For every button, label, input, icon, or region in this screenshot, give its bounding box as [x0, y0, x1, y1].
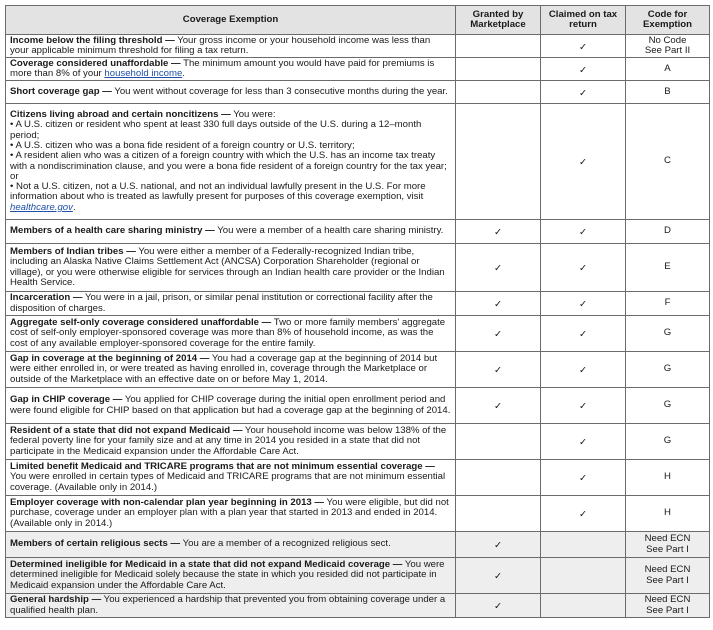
- bullet-item: • A U.S. citizen or resident who spent at least 330 full days outside of the U.S. during a 12–month period;: [10, 119, 422, 141]
- claimed-cell: [541, 460, 626, 496]
- marketplace-cell: [456, 352, 541, 388]
- checkmark-icon: ✓: [578, 263, 588, 275]
- claimed-cell: [541, 594, 626, 618]
- table-row: [6, 558, 710, 594]
- marketplace-cell: [456, 244, 541, 292]
- exemption-text: Your gross income or your household income was less than your applicable minimum threshold for filing a tax return.: [10, 34, 431, 56]
- exemption-code: See Part II: [644, 45, 691, 56]
- claimed-cell: [541, 292, 626, 316]
- marketplace-cell: [456, 316, 541, 352]
- marketplace-cell: [456, 81, 541, 104]
- bullet-text: A U.S. citizen who was a bona fide resident of a foreign country or U.S. territory;: [15, 139, 355, 151]
- exemption-text: Your household income was below 138% of the federal poverty line for your family size and at any time in 2014 you resided in a state that did not participate in the Medicaid expansion under the Affordable Care Act.: [10, 425, 447, 457]
- exemption-code: D: [664, 225, 671, 237]
- exemption-description: [6, 460, 456, 496]
- exemption-code: No Code: [648, 34, 687, 46]
- exemption-description: [6, 35, 456, 58]
- exemption-code: Need ECN: [644, 564, 691, 576]
- exemption-text: You were determined ineligible for Medicaid solely because the state in which you resided did not participate in Medicaid expansion under the Affordable Care Act.: [10, 559, 445, 591]
- exemption-code-cell: [626, 104, 710, 220]
- table-row: [6, 220, 710, 244]
- claimed-cell: [541, 104, 626, 220]
- marketplace-cell: [456, 558, 541, 594]
- checkmark-icon: ✓: [493, 365, 503, 377]
- claimed-cell: [541, 244, 626, 292]
- exemption-code-cell: [626, 424, 710, 460]
- exemption-title: Short coverage gap —: [10, 85, 112, 97]
- exemption-code: See Part I: [646, 543, 689, 555]
- exemption-title: General hardship —: [10, 594, 102, 606]
- exemption-code: G: [663, 399, 672, 411]
- table-row: [6, 594, 710, 618]
- claimed-cell: [541, 316, 626, 352]
- exemption-title: Income below the filing threshold —: [10, 34, 175, 46]
- header-code-for-exemption: Code for Exemption: [626, 6, 710, 35]
- exemption-title: Employer coverage with non-calendar plan year beginning in 2013 —: [10, 497, 325, 509]
- header-row: [6, 6, 710, 35]
- checkmark-icon: ✓: [578, 299, 588, 311]
- checkmark-icon: ✓: [578, 87, 588, 99]
- exemption-description: [6, 81, 456, 104]
- marketplace-cell: [456, 388, 541, 424]
- checkmark-icon: ✓: [578, 227, 588, 239]
- claimed-cell: [541, 496, 626, 532]
- checkmark-icon: ✓: [578, 437, 588, 449]
- table-row: [6, 388, 710, 424]
- exemption-text: You went without coverage for less than 3 consecutive months during the year.: [114, 85, 448, 97]
- exemption-description: [6, 244, 456, 292]
- checkmark-icon: ✓: [578, 509, 588, 521]
- exemption-text-end: .: [182, 68, 185, 79]
- exemption-code: E: [664, 261, 671, 273]
- exemption-description: [6, 316, 456, 352]
- exemption-text: The minimum amount you would have paid for premiums is more than 8% of your: [10, 57, 435, 79]
- household-income-link[interactable]: household income: [104, 68, 183, 79]
- exemption-title: Limited benefit Medicaid and TRICARE programs that are not minimum essential coverage —: [10, 461, 435, 473]
- claimed-cell: [541, 424, 626, 460]
- marketplace-cell: [456, 292, 541, 316]
- checkmark-icon: ✓: [493, 227, 503, 239]
- table-row: [6, 460, 710, 496]
- table-row: [6, 424, 710, 460]
- bullet-item: • A U.S. citizen who was a bona fide resident of a foreign country or U.S. territory;: [10, 139, 355, 151]
- healthcare-gov-link[interactable]: healthcare.gov: [10, 201, 73, 213]
- claimed-cell: [541, 352, 626, 388]
- exemption-code: G: [663, 363, 672, 375]
- exemption-description: [6, 104, 456, 220]
- exemption-code-cell: [626, 352, 710, 388]
- bullet-item: • A resident alien who was a citizen of a foreign country with which the U.S. has an income tax treaty with a nondiscrimination clause, and you were a bona fide resident of a foreign country for the tax year; or: [10, 150, 447, 182]
- claimed-cell: [541, 81, 626, 104]
- exemption-description: [6, 220, 456, 244]
- exemption-title: Incarceration —: [10, 292, 83, 304]
- exemption-code: Need ECN: [644, 533, 691, 545]
- exemption-code-cell: [626, 220, 710, 244]
- marketplace-cell: [456, 424, 541, 460]
- exemption-text: Two or more family members' aggregate cost of self-only employer-sponsored coverage was more than 8% of household income, as was the cost of any available employer-sponsored coverage for the entire family.: [10, 317, 446, 349]
- marketplace-cell: [456, 532, 541, 558]
- claimed-cell: [541, 532, 626, 558]
- exemption-code: C: [664, 155, 671, 167]
- table-row: [6, 104, 710, 220]
- exemption-code-cell: [626, 388, 710, 424]
- checkmark-icon: ✓: [578, 329, 588, 341]
- exemption-text: You were a member of a health care sharing ministry.: [217, 225, 444, 237]
- checkmark-icon: ✓: [493, 601, 503, 613]
- exemption-code: G: [663, 327, 672, 339]
- exemption-code: H: [664, 471, 671, 483]
- header-granted-by-marketplace: Granted by Marketplace: [456, 6, 541, 35]
- marketplace-cell: [456, 104, 541, 220]
- table-row: [6, 244, 710, 292]
- exemption-description: [6, 292, 456, 316]
- marketplace-cell: [456, 220, 541, 244]
- checkmark-icon: ✓: [493, 571, 503, 583]
- checkmark-icon: ✓: [578, 473, 588, 485]
- exemption-code: B: [664, 85, 671, 97]
- exemption-title: Resident of a state that did not expand Medicaid —: [10, 425, 243, 437]
- table-row: [6, 58, 710, 81]
- exemption-code-cell: [626, 594, 710, 618]
- bullet-text: A U.S. citizen or resident who spent at least 330 full days outside of the U.S. during a 12–month period;: [10, 119, 422, 141]
- exemption-code: F: [664, 297, 671, 309]
- exemption-title: Members of Indian tribes —: [10, 245, 136, 257]
- exemption-code-cell: [626, 292, 710, 316]
- coverage-exemptions-table: [5, 5, 710, 618]
- exemption-code-cell: [626, 532, 710, 558]
- exemption-code: A: [664, 62, 671, 74]
- checkmark-icon: ✓: [493, 401, 503, 413]
- exemption-description: [6, 532, 456, 558]
- claimed-cell: [541, 558, 626, 594]
- checkmark-icon: ✓: [493, 540, 503, 552]
- exemption-title: Members of a health care sharing ministry —: [10, 225, 215, 237]
- exemption-code-cell: [626, 244, 710, 292]
- exemption-code-cell: [626, 81, 710, 104]
- table-row: [6, 292, 710, 316]
- checkmark-icon: ✓: [493, 263, 503, 275]
- exemption-text: You were in a jail, prison, or similar penal institution or correctional facility after the disposition of charges.: [10, 292, 433, 314]
- marketplace-cell: [456, 58, 541, 81]
- exemption-text: You were enrolled in certain types of Medicaid and TRICARE programs that are not minimum essential coverage. (Available only in 2014.): [10, 471, 446, 493]
- checkmark-icon: ✓: [578, 64, 588, 76]
- claimed-cell: [541, 58, 626, 81]
- bullet-text: Not a U.S. citizen, not a U.S. national, and not an individual lawfully present in the U.S. For more information about who is treated as lawfully present for purposes of this coverage exemption, visit: [10, 181, 426, 203]
- table-row: [6, 35, 710, 58]
- exemption-description: [6, 496, 456, 532]
- checkmark-icon: ✓: [578, 41, 588, 53]
- exemption-text: You were either a member of a Federally-recognized Indian tribe, including an Alaska Native Claims Settlement Act (ANCSA) Corporation Shareholder (regional or village), or you were otherwise eligible for services through an Indian health care provider or the Indian Health Service.: [10, 245, 445, 288]
- checkmark-icon: ✓: [493, 329, 503, 341]
- exemption-code-cell: [626, 58, 710, 81]
- exemption-code: G: [663, 435, 672, 447]
- marketplace-cell: [456, 496, 541, 532]
- exemption-title: Members of certain religious sects —: [10, 538, 181, 550]
- header-coverage-exemption: Coverage Exemption: [6, 6, 456, 35]
- exemption-title: Gap in coverage at the beginning of 2014 —: [10, 353, 210, 365]
- bullet-text: A resident alien who was a citizen of a foreign country with which the U.S. has an income tax treaty with a nondiscrimination clause, and you were a bona fide resident of a foreign country for the tax year; or: [10, 150, 447, 182]
- exemption-code-cell: [626, 35, 710, 58]
- exemption-description: [6, 352, 456, 388]
- exemption-description: [6, 558, 456, 594]
- checkmark-icon: ✓: [578, 157, 588, 169]
- exemption-code-cell: [626, 460, 710, 496]
- marketplace-cell: [456, 35, 541, 58]
- bullet-item: • Not a U.S. citizen, not a U.S. national, and not an individual lawfully present in the U.S. For more information about who is treated as lawfully present for purposes of this coverage exemption, visit healthcare.gov.: [10, 181, 426, 213]
- exemption-text: You were eligible, but did not purchase, coverage under an employer plan with a plan year that started in 2013 and ended in 2014. (Available only in 2014.): [10, 497, 449, 529]
- exemption-title: Coverage considered unaffordable —: [10, 57, 181, 69]
- exemption-code-cell: [626, 316, 710, 352]
- exemption-description: [6, 388, 456, 424]
- exemption-code-cell: [626, 496, 710, 532]
- table-row: [6, 316, 710, 352]
- exemption-description: [6, 594, 456, 618]
- exemption-text: You applied for CHIP coverage during the initial open enrollment period and were found eligible for CHIP based on that application but had a coverage gap at the beginning of 2014.: [10, 394, 451, 416]
- exemption-code: Need ECN: [644, 594, 691, 606]
- exemption-text: You were:: [233, 109, 276, 121]
- header-claimed-on-tax-return: Claimed on tax return: [541, 6, 626, 35]
- claimed-cell: [541, 220, 626, 244]
- exemption-title: Determined ineligible for Medicaid in a state that did not expand Medicaid coverage —: [10, 559, 403, 571]
- exemption-text: You experienced a hardship that prevented you from obtaining coverage under a qualified health plan.: [10, 594, 446, 616]
- exemption-code-cell: [626, 558, 710, 594]
- exemption-rows: [6, 35, 710, 618]
- exemption-code: See Part I: [646, 604, 689, 616]
- marketplace-cell: [456, 460, 541, 496]
- exemption-description: [6, 424, 456, 460]
- table-row: [6, 532, 710, 558]
- bullet-text-end: .: [72, 201, 76, 213]
- checkmark-icon: ✓: [578, 401, 588, 413]
- table-row: [6, 352, 710, 388]
- table-row: [6, 496, 710, 532]
- exemption-title: Citizens living abroad and certain noncitizens —: [10, 109, 231, 121]
- claimed-cell: [541, 35, 626, 58]
- exemption-title: Aggregate self-only coverage considered unaffordable —: [10, 317, 272, 329]
- exemption-text: You are a member of a recognized religious sect.: [182, 538, 391, 550]
- exemption-description: [6, 58, 456, 81]
- exemption-code: See Part I: [646, 574, 689, 586]
- marketplace-cell: [456, 594, 541, 618]
- checkmark-icon: ✓: [493, 299, 503, 311]
- exemption-title: Gap in CHIP coverage —: [10, 394, 123, 406]
- claimed-cell: [541, 388, 626, 424]
- exemption-code: H: [664, 507, 671, 519]
- exemption-text: You had a coverage gap at the beginning of 2014 but were either enrolled in, or were treated as having enrolled in, coverage through the Marketplace or outside of the Marketplace with an effective date on or before May 1, 2014.: [10, 353, 438, 385]
- table-row: [6, 81, 710, 104]
- checkmark-icon: ✓: [578, 365, 588, 377]
